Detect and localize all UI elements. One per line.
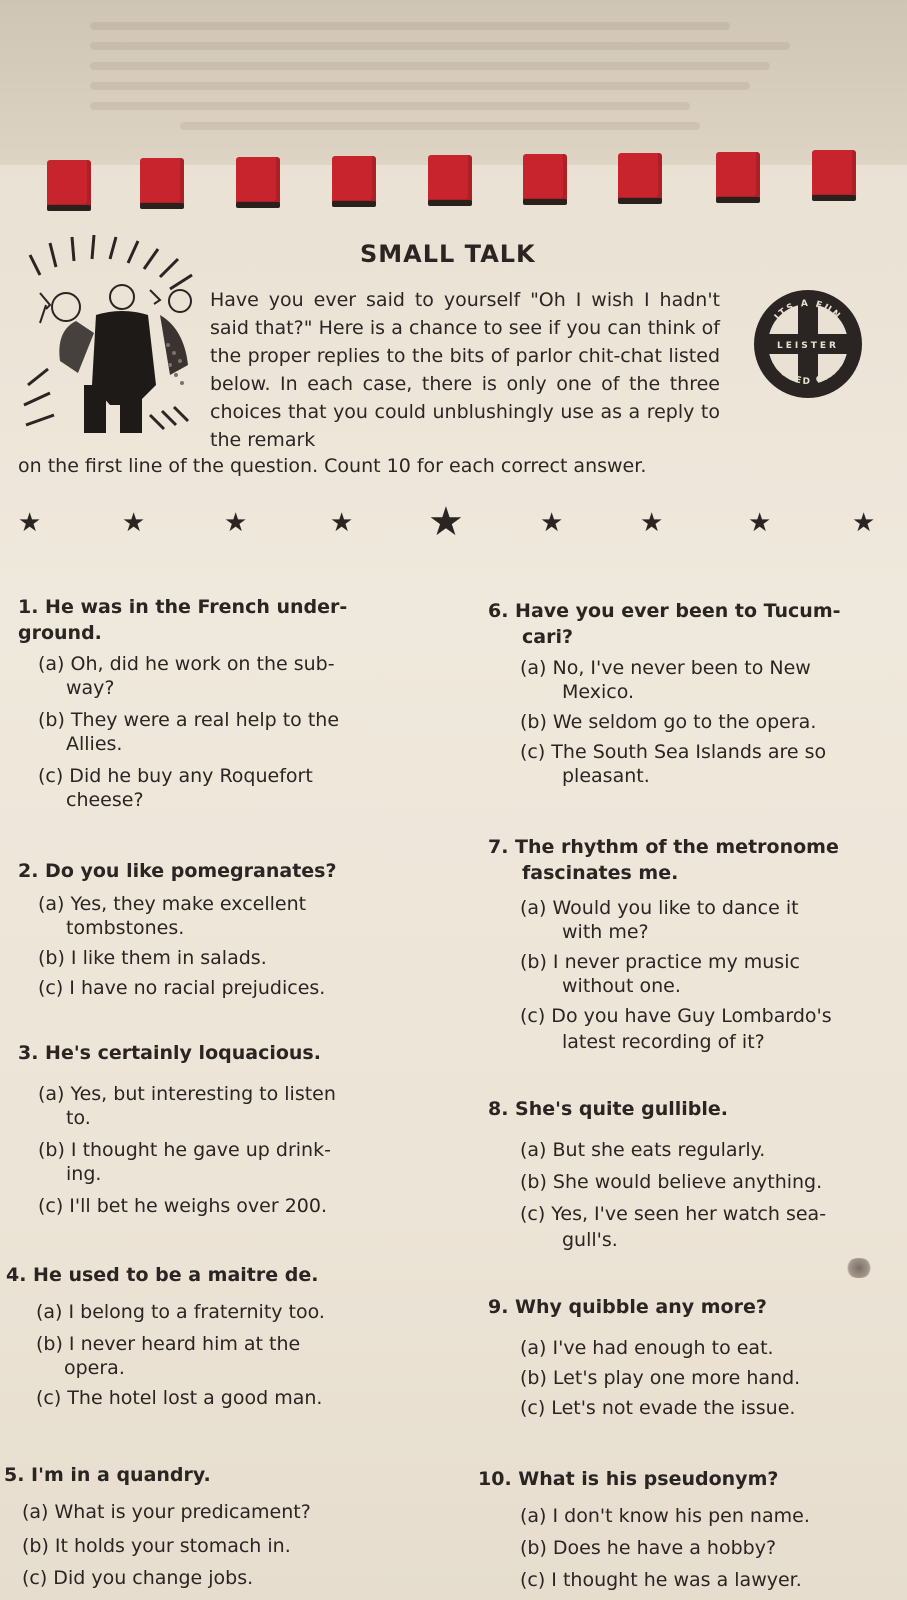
option-b-cont: ing. [66, 1163, 102, 1185]
star-icon: ★ [224, 508, 248, 538]
option-a-cont: to. [66, 1107, 91, 1129]
option-b[interactable]: (b) I like them in salads. [38, 947, 267, 969]
option-a[interactable]: (a) I belong to a fraternity too. [36, 1301, 325, 1323]
option-b[interactable]: (b) I never practice my music [520, 951, 800, 973]
page-title: SMALL TALK [360, 240, 536, 268]
star-icon: ★ [18, 508, 42, 538]
option-a[interactable]: (a) Oh, did he work on the sub- [38, 653, 335, 675]
star-icon: ★ [330, 508, 354, 538]
question-stem: 4. He used to be a maitre de. [6, 1264, 319, 1286]
option-b-cont: without one. [562, 975, 681, 997]
spiral-binding [0, 150, 907, 220]
question-3 [18, 1040, 321, 1066]
ink-blot [845, 1258, 873, 1278]
option-c[interactable]: (c) I have no racial prejudices. [38, 977, 326, 999]
intro-paragraph-tail: on the first line of the question. Count 10 for each correct answer. [18, 455, 647, 477]
intro-paragraph: Have you ever said to yourself "Oh I wish I hadn't said that?" Here is a chance to see if you can think of the proper replies to the bits of parlor chit-chat listed below. In each case, there is only one of the three choices that you could unblushingly use as a reply to the remark [210, 289, 720, 451]
star-icon: ★ [122, 508, 146, 538]
binding-ring [236, 157, 280, 207]
question-stem: ground. [18, 622, 102, 644]
faded-text-line [180, 122, 700, 130]
option-c[interactable]: (c) I thought he was a lawyer. [520, 1569, 802, 1591]
option-c-cont: latest recording of it? [562, 1031, 765, 1053]
option-c[interactable]: (c) I'll bet he weighs over 200. [38, 1195, 328, 1217]
option-c[interactable]: (c) The South Sea Islands are so [520, 741, 827, 763]
star-icon: ★ [540, 508, 564, 538]
option-a[interactable]: (a) Would you like to dance it [520, 897, 799, 919]
option-b[interactable]: (b) It holds your stomach in. [22, 1535, 291, 1557]
faded-text-line [90, 62, 770, 70]
binding-ring [716, 152, 760, 202]
option-c-cont: pleasant. [562, 765, 650, 787]
option-b[interactable]: (b) We seldom go to the opera. [520, 711, 817, 733]
option-a[interactable]: (a) What is your predicament? [22, 1501, 311, 1523]
question-10 [478, 1466, 778, 1492]
binding-ring [618, 153, 662, 203]
option-c[interactable]: (c) Let's not evade the issue. [520, 1397, 796, 1419]
option-a-cont: tombstones. [66, 917, 185, 939]
seal-top-text: ITS A FUN [773, 298, 843, 323]
option-a[interactable]: (a) Yes, they make excellent [38, 893, 307, 915]
question-stem: 5. I'm in a quandry. [4, 1464, 211, 1486]
option-b[interactable]: (b) They were a real help to the [38, 709, 340, 731]
binding-ring [140, 158, 184, 208]
seal-middle-text: LEISTER [777, 341, 839, 351]
binding-ring [332, 156, 376, 206]
option-c[interactable]: (c) Do you have Guy Lombardo's [520, 1005, 832, 1027]
option-c[interactable]: (c) Did you change jobs. [22, 1567, 254, 1589]
faded-text-line [90, 22, 730, 30]
star-divider [0, 500, 907, 550]
option-b[interactable]: (b) She would believe anything. [520, 1171, 823, 1193]
option-a[interactable]: (a) I've had enough to eat. [520, 1337, 774, 1359]
star-icon: ★ [640, 508, 664, 538]
question-2 [18, 858, 337, 884]
question-1 [18, 594, 347, 646]
party-illustration [20, 235, 210, 450]
option-c[interactable]: (c) Yes, I've seen her watch sea- [520, 1203, 827, 1225]
option-b[interactable]: (b) Does he have a hobby? [520, 1537, 777, 1559]
option-b-cont: Allies. [66, 733, 123, 755]
question-stem: 8. She's quite gullible. [488, 1098, 728, 1120]
option-b[interactable]: (b) I thought he gave up drink- [38, 1139, 331, 1161]
question-stem: 9. Why quibble any more? [488, 1296, 767, 1318]
seal-badge [752, 288, 864, 400]
question-9 [488, 1294, 767, 1320]
option-c-cont: cheese? [66, 789, 144, 811]
star-icon: ★ [748, 508, 772, 538]
question-7 [488, 834, 839, 886]
question-stem: 3. He's certainly loquacious. [18, 1042, 321, 1064]
question-stem: 2. Do you like pomegranates? [18, 860, 337, 882]
option-a-cont: with me? [562, 921, 649, 943]
faded-text-line [90, 42, 790, 50]
question-stem: 6. Have you ever been to Tucum- [488, 600, 841, 622]
question-stem: fascinates me. [522, 862, 679, 884]
star-icon: ★ [852, 508, 876, 538]
faded-text-line [90, 102, 690, 110]
option-a[interactable]: (a) No, I've never been to New [520, 657, 811, 679]
question-6 [488, 598, 841, 650]
question-stem: 7. The rhythm of the metronome [488, 836, 839, 858]
option-a[interactable]: (a) Yes, but interesting to listen [38, 1083, 336, 1105]
option-a-cont: Mexico. [562, 681, 635, 703]
option-a-cont: way? [66, 677, 115, 699]
binding-ring [428, 155, 472, 205]
question-stem: 1. He was in the French under- [18, 596, 348, 618]
option-c-cont: gull's. [562, 1229, 618, 1251]
binding-ring [523, 154, 567, 204]
binding-ring [47, 160, 91, 210]
question-4 [6, 1262, 318, 1288]
seal-bottom-text: TESTED GAME [768, 356, 848, 388]
option-b[interactable]: (b) I never heard him at the [36, 1333, 301, 1355]
option-c[interactable]: (c) The hotel lost a good man. [36, 1387, 323, 1409]
option-a[interactable]: (a) But she eats regularly. [520, 1139, 766, 1161]
option-c[interactable]: (c) Did he buy any Roquefort [38, 765, 313, 787]
question-stem: 10. What is his pseudonym? [478, 1468, 779, 1490]
binding-ring [812, 150, 856, 200]
star-icon: ★ [428, 499, 464, 545]
question-stem: cari? [522, 626, 573, 648]
faded-text-line [90, 82, 750, 90]
question-8 [488, 1096, 728, 1122]
option-a[interactable]: (a) I don't know his pen name. [520, 1505, 810, 1527]
previous-page-edge [0, 0, 907, 165]
option-b-cont: opera. [64, 1357, 125, 1379]
option-b[interactable]: (b) Let's play one more hand. [520, 1367, 801, 1389]
question-5 [4, 1462, 211, 1488]
